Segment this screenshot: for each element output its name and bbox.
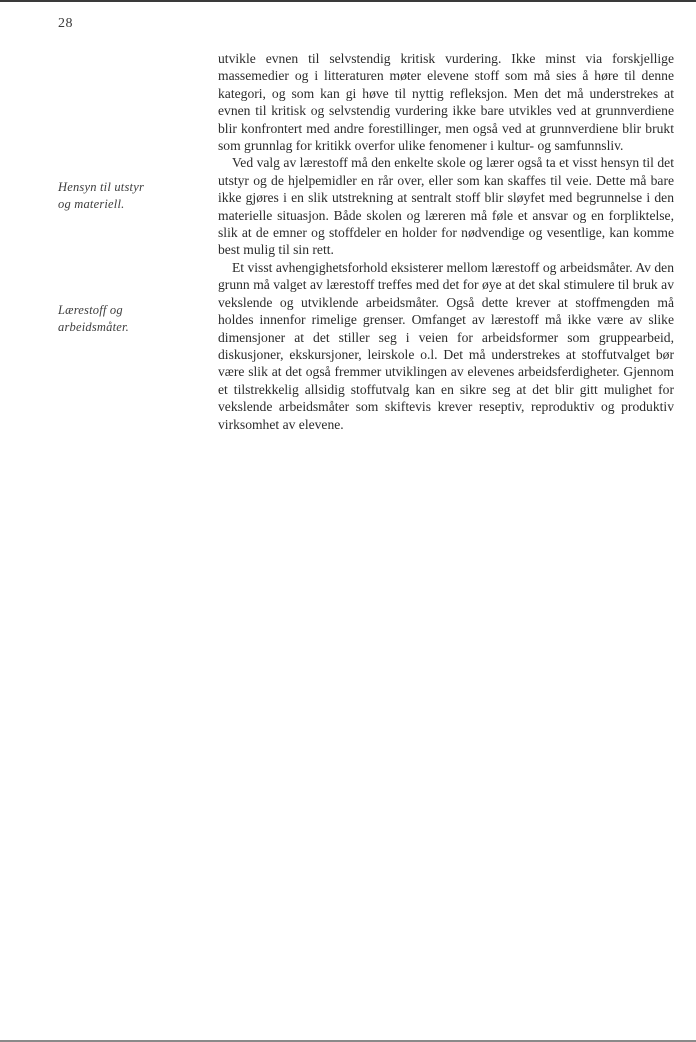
margin-note-line: Hensyn til utstyr [58,180,145,194]
margin-note-equipment [58,179,198,213]
paragraph-learning-methods: Et visst avhengighetsforhold eksisterer mellom lærestoff og arbeidsmåter. Av den grunn må valget av lærestoff treffes med det for øye at det skal stimulere til bruk av vekslende og utviklende arbeidsmåter. Også dette krever at stoffmengden må holdes innenfor rimelige grenser. Omfanget av lærestoff må ikke være av slike dimensjoner at det stiller seg i veien for arbeidsformer som gruppearbeid, diskusjoner, ekskursjoner, leirskole o.l. Det må understrekes at stoffutvalget bør være slik at det også fremmer utviklingen av elevenes arbeidsferdigheter. Gjennom et tilstrekkelig allsidig stoffutvalg kan en sikre seg at det blir gitt mulighet for vekslende arbeidsmåter som skiftevis krever reseptiv, reproduktiv og produktiv virksomhet av elevene. [218,259,674,432]
margin-note-line: arbeidsmåter. [58,320,130,334]
paragraph-continued: utvikle evnen til selvstendig kritisk vurdering. Ikke minst via forskjellige massemedier og i litteraturen møter elevene stoff som må sies å høre til denne kategori, og som kan gi høve til nyttig refleksjon. Men det må understrekes at evnen til kritisk og selvstendig vurdering ikke bare utvikles ved at grunnverdiene blir konfrontert med andre forestillinger, men også ved at grunnverdiene blir brukt som grunnlag for kritikk overfor ulike fenomener i kultur- og samfunnsliv. [218,51,674,154]
margin-note-line: og materiell. [58,197,125,211]
top-edge-rule [0,0,696,2]
margin-note-line: Lærestoff og [58,303,123,317]
page-number: 28 [58,16,73,31]
body-text-column [218,50,674,433]
margin-note-learning-material [58,302,198,336]
paragraph-equipment: Ved valg av lærestoff må den enkelte skole og lærer også ta et visst hensyn til det utstyr og de hjelpemidler en rår over, eller som kan skaffes til veie. Dette må bare ikke gjøres i en slik utstrekning at sentralt stoff blir sløyfet med begrunnelse i den materielle situasjon. Både skolen og læreren må føle et ansvar og en forpliktelse, slik at de emner og stoffdeler en holder for nødvendige og vesentlige, kan komme best mulig til sin rett. [218,155,674,258]
